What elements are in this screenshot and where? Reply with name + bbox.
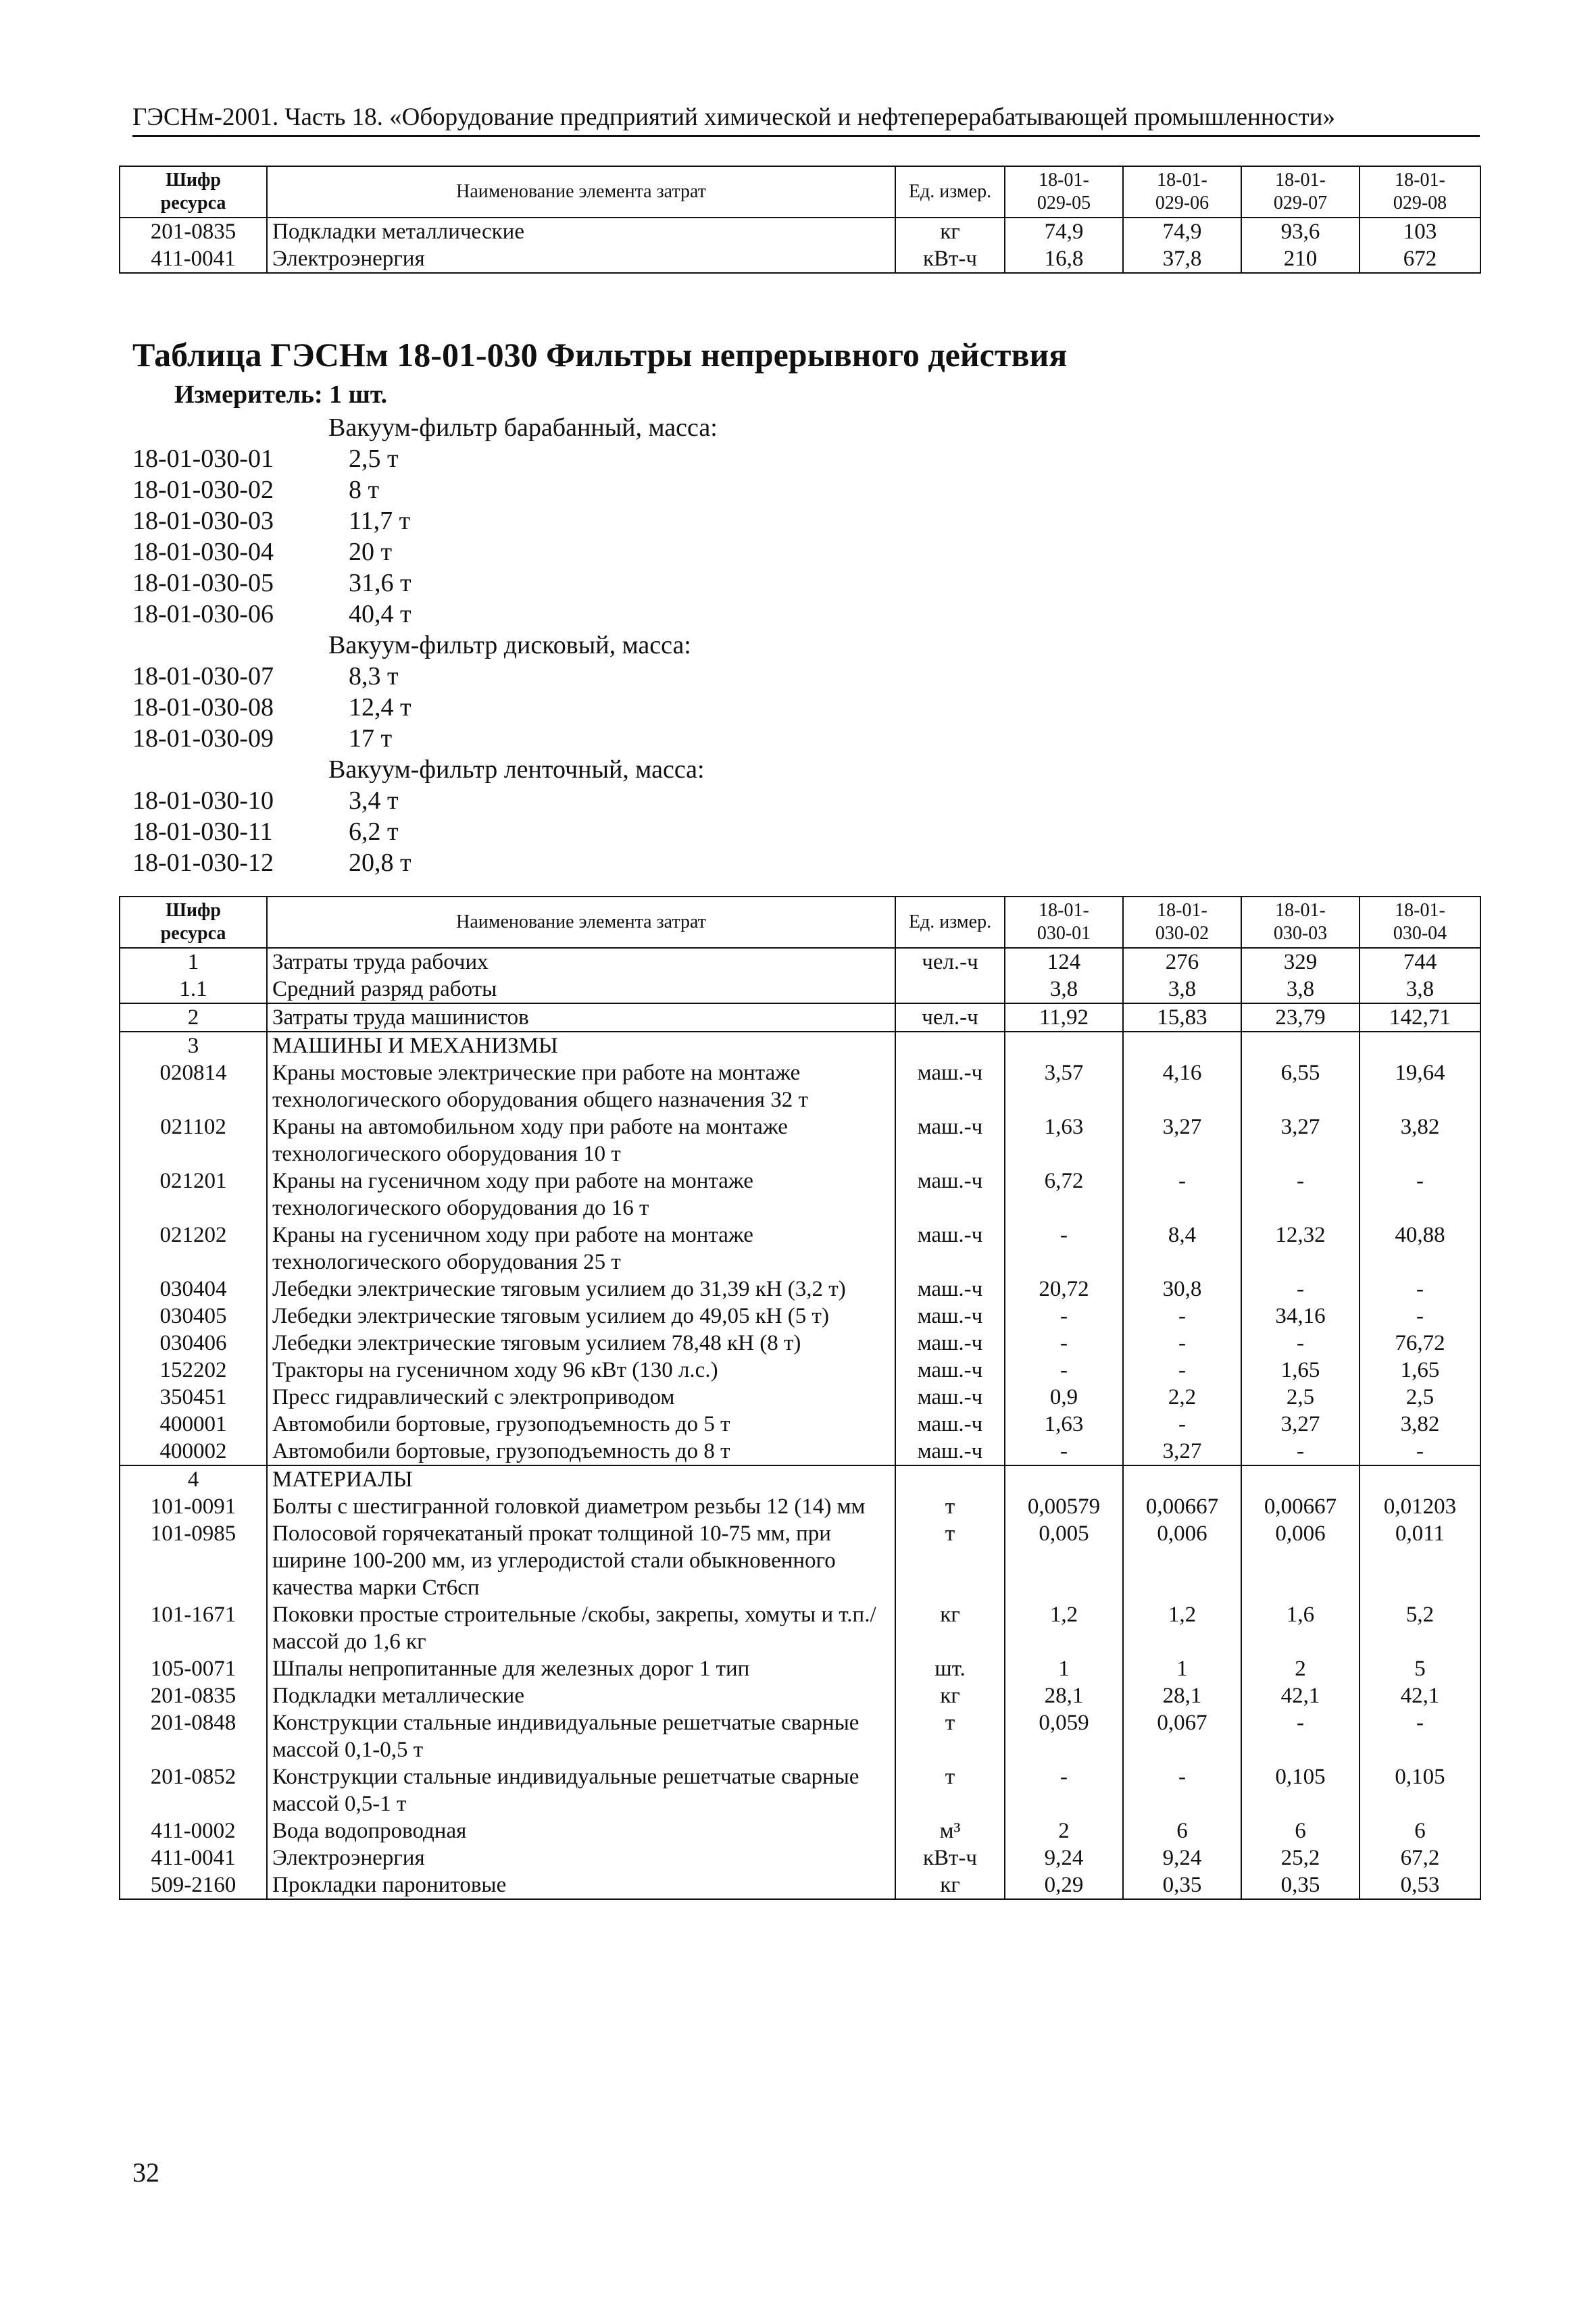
value-cell: 9,24 bbox=[1123, 1844, 1241, 1871]
value-cell: 4,16 bbox=[1123, 1059, 1241, 1113]
resource-code: 152202 bbox=[120, 1357, 267, 1384]
value-cell: 0,067 bbox=[1123, 1709, 1241, 1763]
table-row bbox=[120, 1709, 1480, 1763]
table-row bbox=[120, 1003, 1480, 1032]
value-cell: 6,72 bbox=[1005, 1167, 1123, 1222]
norm-mass: 31,6 т bbox=[349, 569, 412, 597]
unit-cell: т bbox=[895, 1763, 1005, 1817]
resource-code: 509-2160 bbox=[120, 1871, 267, 1899]
value-cell: 142,71 bbox=[1360, 1003, 1480, 1032]
variant-group-label: Вакуум-фильтр дисковый, масса: bbox=[328, 631, 691, 659]
value-cell: 6,55 bbox=[1241, 1059, 1360, 1113]
resource-code: 101-0091 bbox=[120, 1493, 267, 1520]
value-cell: 0,53 bbox=[1360, 1871, 1480, 1899]
value-cell: 1,65 bbox=[1241, 1357, 1360, 1384]
cost-element-name: Подкладки металлические bbox=[267, 1682, 895, 1709]
value-cell: - bbox=[1241, 1167, 1360, 1222]
value-cell: 3,82 bbox=[1360, 1411, 1480, 1438]
value-cell: 3,27 bbox=[1123, 1113, 1241, 1167]
cost-element-name: Электроэнергия bbox=[267, 1844, 895, 1871]
value-cell: - bbox=[1241, 1330, 1360, 1357]
resource-code: 201-0835 bbox=[120, 1682, 267, 1709]
norm-mass: 20 т bbox=[349, 538, 393, 566]
value-cell: 3,8 bbox=[1241, 976, 1360, 1003]
norm-mass: 6,2 т bbox=[349, 818, 399, 846]
norm-mass: 8 т bbox=[349, 476, 380, 504]
value-cell bbox=[1241, 1465, 1360, 1493]
value-cell: - bbox=[1241, 1438, 1360, 1465]
cost-element-name: Тракторы на гусеничном ходу 96 кВт (130 л.с.) bbox=[267, 1357, 895, 1384]
unit-cell: м³ bbox=[895, 1817, 1005, 1844]
resource-code: 201-0848 bbox=[120, 1709, 267, 1763]
value-cell: 1,6 bbox=[1241, 1601, 1360, 1655]
col-header-norm: 18-01- 029-08 bbox=[1360, 166, 1480, 218]
main-table bbox=[119, 896, 1481, 1900]
col-header-name: Наименование элемента затрат bbox=[267, 897, 895, 948]
table-row bbox=[120, 1871, 1480, 1899]
table-row bbox=[120, 948, 1480, 976]
resource-code: 020814 bbox=[120, 1059, 267, 1113]
unit-cell: кг bbox=[895, 1871, 1005, 1899]
cost-element-name: Краны мостовые электрические при работе на монтаже технологического оборудования общего назначения 32 т bbox=[267, 1059, 895, 1113]
value-cell: 30,8 bbox=[1123, 1276, 1241, 1303]
unit-cell: маш.-ч bbox=[895, 1167, 1005, 1222]
col-header-norm: 18-01- 030-03 bbox=[1241, 897, 1360, 948]
table-row bbox=[120, 245, 1480, 273]
value-cell: 11,92 bbox=[1005, 1003, 1123, 1032]
value-cell: 6 bbox=[1360, 1817, 1480, 1844]
unit-cell: маш.-ч bbox=[895, 1059, 1005, 1113]
unit-cell: маш.-ч bbox=[895, 1411, 1005, 1438]
resource-code: 2 bbox=[120, 1003, 267, 1032]
value-cell: 1,2 bbox=[1123, 1601, 1241, 1655]
unit-cell: чел.-ч bbox=[895, 1003, 1005, 1032]
value-cell: - bbox=[1360, 1303, 1480, 1330]
value-cell: 0,29 bbox=[1005, 1871, 1123, 1899]
norm-mass: 8,3 т bbox=[349, 662, 399, 690]
unit-cell: кВт-ч bbox=[895, 1844, 1005, 1871]
value-cell: 3,57 bbox=[1005, 1059, 1123, 1113]
norm-mass: 40,4 т bbox=[349, 600, 412, 628]
table-row bbox=[120, 1655, 1480, 1682]
resource-code: 021202 bbox=[120, 1222, 267, 1276]
value-cell bbox=[1360, 1032, 1480, 1059]
unit-cell bbox=[895, 1465, 1005, 1493]
value-cell: 1 bbox=[1123, 1655, 1241, 1682]
resource-code: 101-0985 bbox=[120, 1520, 267, 1601]
value-cell: 2 bbox=[1005, 1817, 1123, 1844]
resource-code: 400002 bbox=[120, 1438, 267, 1465]
value-cell: 1,65 bbox=[1360, 1357, 1480, 1384]
norm-code: 18-01-030-06 bbox=[132, 600, 274, 628]
col-header-norm: 18-01- 029-05 bbox=[1005, 166, 1123, 218]
value-cell: 74,9 bbox=[1123, 218, 1241, 245]
value-cell: - bbox=[1360, 1709, 1480, 1763]
value-cell: 0,105 bbox=[1241, 1763, 1360, 1817]
resource-code: 411-0041 bbox=[120, 245, 267, 273]
table-row bbox=[120, 1032, 1480, 1059]
unit-cell: маш.-ч bbox=[895, 1330, 1005, 1357]
value-cell: 40,88 bbox=[1360, 1222, 1480, 1276]
value-cell: 9,24 bbox=[1005, 1844, 1123, 1871]
value-cell: 0,105 bbox=[1360, 1763, 1480, 1817]
unit-cell: шт. bbox=[895, 1655, 1005, 1682]
table-row bbox=[120, 1601, 1480, 1655]
value-cell: 1 bbox=[1005, 1655, 1123, 1682]
value-cell: 76,72 bbox=[1360, 1330, 1480, 1357]
value-cell: 74,9 bbox=[1005, 218, 1123, 245]
value-cell: 1,63 bbox=[1005, 1113, 1123, 1167]
unit-cell: т bbox=[895, 1709, 1005, 1763]
cost-element-name: Подкладки металлические bbox=[267, 218, 895, 245]
value-cell: 0,005 bbox=[1005, 1520, 1123, 1601]
table-row bbox=[120, 1844, 1480, 1871]
value-cell: 0,00667 bbox=[1241, 1493, 1360, 1520]
variant-group-label: Вакуум-фильтр барабанный, масса: bbox=[328, 413, 718, 442]
unit-cell: маш.-ч bbox=[895, 1222, 1005, 1276]
col-header-unit: Ед. измер. bbox=[895, 897, 1005, 948]
value-cell: 20,72 bbox=[1005, 1276, 1123, 1303]
value-cell: 2,5 bbox=[1360, 1384, 1480, 1411]
value-cell: 5 bbox=[1360, 1655, 1480, 1682]
col-header-norm: 18-01- 029-07 bbox=[1241, 166, 1360, 218]
value-cell: 37,8 bbox=[1123, 245, 1241, 273]
resource-code: 3 bbox=[120, 1032, 267, 1059]
table-row bbox=[120, 1113, 1480, 1167]
top-table bbox=[119, 166, 1481, 274]
value-cell: - bbox=[1123, 1303, 1241, 1330]
value-cell: 0,006 bbox=[1241, 1520, 1360, 1601]
value-cell: 6 bbox=[1123, 1817, 1241, 1844]
value-cell: 3,27 bbox=[1241, 1113, 1360, 1167]
table-row bbox=[120, 218, 1480, 245]
resource-code: 030406 bbox=[120, 1330, 267, 1357]
value-cell: 3,8 bbox=[1360, 976, 1480, 1003]
value-cell: 329 bbox=[1241, 948, 1360, 976]
variant-group-label: Вакуум-фильтр ленточный, масса: bbox=[328, 755, 705, 784]
value-cell: 16,8 bbox=[1005, 245, 1123, 273]
cost-element-name: Средний разряд работы bbox=[267, 976, 895, 1003]
value-cell: - bbox=[1005, 1222, 1123, 1276]
value-cell bbox=[1005, 1032, 1123, 1059]
table-row bbox=[120, 1465, 1480, 1493]
value-cell: 3,8 bbox=[1005, 976, 1123, 1003]
table-row bbox=[120, 1763, 1480, 1817]
table-row bbox=[120, 1682, 1480, 1709]
norm-mass: 11,7 т bbox=[349, 507, 411, 535]
table-row bbox=[120, 1357, 1480, 1384]
resource-code: 105-0071 bbox=[120, 1655, 267, 1682]
value-cell: 28,1 bbox=[1123, 1682, 1241, 1709]
norm-code: 18-01-030-03 bbox=[132, 507, 274, 535]
cost-element-name: Болты с шестигранной головкой диаметром резьбы 12 (14) мм bbox=[267, 1493, 895, 1520]
value-cell: - bbox=[1005, 1438, 1123, 1465]
value-cell: 3,8 bbox=[1123, 976, 1241, 1003]
value-cell: 2,2 bbox=[1123, 1384, 1241, 1411]
table-row bbox=[120, 976, 1480, 1003]
resource-code: 101-1671 bbox=[120, 1601, 267, 1655]
page-number: 32 bbox=[132, 2157, 159, 2188]
value-cell: - bbox=[1360, 1276, 1480, 1303]
table-row bbox=[120, 1438, 1480, 1465]
table-row bbox=[120, 1167, 1480, 1222]
norm-code: 18-01-030-05 bbox=[132, 569, 274, 597]
norm-code: 18-01-030-02 bbox=[132, 476, 274, 504]
value-cell: 672 bbox=[1360, 245, 1480, 273]
norm-mass: 3,4 т bbox=[349, 786, 399, 815]
value-cell: 28,1 bbox=[1005, 1682, 1123, 1709]
value-cell: 0,01203 bbox=[1360, 1493, 1480, 1520]
cost-element-name: Автомобили бортовые, грузоподъемность до 5 т bbox=[267, 1411, 895, 1438]
table-row bbox=[120, 1411, 1480, 1438]
table-row bbox=[120, 1222, 1480, 1276]
value-cell: 3,82 bbox=[1360, 1113, 1480, 1167]
table-row bbox=[120, 1330, 1480, 1357]
norm-code: 18-01-030-12 bbox=[132, 849, 274, 877]
value-cell: 19,64 bbox=[1360, 1059, 1480, 1113]
value-cell: 0,059 bbox=[1005, 1709, 1123, 1763]
value-cell bbox=[1360, 1465, 1480, 1493]
col-header-code: Шифр ресурса bbox=[120, 897, 267, 948]
cost-element-name: Поковки простые строительные /скобы, закрепы, хомуты и т.п./ массой до 1,6 кг bbox=[267, 1601, 895, 1655]
cost-element-name: Затраты труда рабочих bbox=[267, 948, 895, 976]
value-cell: - bbox=[1005, 1357, 1123, 1384]
cost-element-name: Затраты труда машинистов bbox=[267, 1003, 895, 1032]
value-cell: 210 bbox=[1241, 245, 1360, 273]
value-cell: 0,35 bbox=[1123, 1871, 1241, 1899]
value-cell: 15,83 bbox=[1123, 1003, 1241, 1032]
value-cell bbox=[1123, 1465, 1241, 1493]
value-cell: 124 bbox=[1005, 948, 1123, 976]
value-cell: 2,5 bbox=[1241, 1384, 1360, 1411]
resource-code: 021201 bbox=[120, 1167, 267, 1222]
value-cell: 93,6 bbox=[1241, 218, 1360, 245]
unit-cell: т bbox=[895, 1493, 1005, 1520]
value-cell: 276 bbox=[1123, 948, 1241, 976]
value-cell: - bbox=[1123, 1763, 1241, 1817]
cost-element-name: МАШИНЫ И МЕХАНИЗМЫ bbox=[267, 1032, 895, 1059]
unit-cell: кг bbox=[895, 218, 1005, 245]
cost-element-name: Лебедки электрические тяговым усилием 78,48 кН (8 т) bbox=[267, 1330, 895, 1357]
resource-code: 400001 bbox=[120, 1411, 267, 1438]
resource-code: 030404 bbox=[120, 1276, 267, 1303]
cost-element-name: Краны на автомобильном ходу при работе на монтаже технологического оборудования 10 т bbox=[267, 1113, 895, 1167]
value-cell: - bbox=[1005, 1303, 1123, 1330]
unit-cell: т bbox=[895, 1520, 1005, 1601]
unit-cell: маш.-ч bbox=[895, 1438, 1005, 1465]
norm-code: 18-01-030-07 bbox=[132, 662, 274, 690]
value-cell: 1,63 bbox=[1005, 1411, 1123, 1438]
table-row bbox=[120, 1493, 1480, 1520]
resource-code: 201-0852 bbox=[120, 1763, 267, 1817]
cost-element-name: Краны на гусеничном ходу при работе на монтаже технологического оборудования 25 т bbox=[267, 1222, 895, 1276]
value-cell: - bbox=[1005, 1763, 1123, 1817]
unit-cell bbox=[895, 1032, 1005, 1059]
value-cell: 0,006 bbox=[1123, 1520, 1241, 1601]
value-cell: 12,32 bbox=[1241, 1222, 1360, 1276]
value-cell: 3,27 bbox=[1123, 1438, 1241, 1465]
value-cell: - bbox=[1123, 1167, 1241, 1222]
value-cell: - bbox=[1123, 1411, 1241, 1438]
cost-element-name: Вода водопроводная bbox=[267, 1817, 895, 1844]
unit-cell: маш.-ч bbox=[895, 1276, 1005, 1303]
value-cell: - bbox=[1005, 1330, 1123, 1357]
value-cell: 42,1 bbox=[1360, 1682, 1480, 1709]
unit-cell: маш.-ч bbox=[895, 1384, 1005, 1411]
value-cell: 2 bbox=[1241, 1655, 1360, 1682]
col-header-name: Наименование элемента затрат bbox=[267, 166, 895, 218]
col-header-unit: Ед. измер. bbox=[895, 166, 1005, 218]
cost-element-name: Лебедки электрические тяговым усилием до 31,39 кН (3,2 т) bbox=[267, 1276, 895, 1303]
col-header-norm: 18-01- 030-01 bbox=[1005, 897, 1123, 948]
cost-element-name: Краны на гусеничном ходу при работе на монтаже технологического оборудования до 16 т bbox=[267, 1167, 895, 1222]
value-cell: 0,00579 bbox=[1005, 1493, 1123, 1520]
resource-code: 030405 bbox=[120, 1303, 267, 1330]
cost-element-name: Лебедки электрические тяговым усилием до 49,05 кН (5 т) bbox=[267, 1303, 895, 1330]
value-cell: 744 bbox=[1360, 948, 1480, 976]
value-cell: 8,4 bbox=[1123, 1222, 1241, 1276]
value-cell: 6 bbox=[1241, 1817, 1360, 1844]
table-row bbox=[120, 1520, 1480, 1601]
cost-element-name: Электроэнергия bbox=[267, 245, 895, 273]
unit-cell: маш.-ч bbox=[895, 1303, 1005, 1330]
resource-code: 1 bbox=[120, 948, 267, 976]
resource-code: 1.1 bbox=[120, 976, 267, 1003]
norm-mass: 20,8 т bbox=[349, 849, 412, 877]
table-row bbox=[120, 1384, 1480, 1411]
unit-cell: кВт-ч bbox=[895, 245, 1005, 273]
norm-code: 18-01-030-04 bbox=[132, 538, 274, 566]
resource-code: 411-0041 bbox=[120, 1844, 267, 1871]
resource-code: 021102 bbox=[120, 1113, 267, 1167]
resource-code: 350451 bbox=[120, 1384, 267, 1411]
value-cell: 0,00667 bbox=[1123, 1493, 1241, 1520]
norm-code: 18-01-030-11 bbox=[132, 818, 273, 846]
norm-code: 18-01-030-09 bbox=[132, 724, 274, 753]
norm-code: 18-01-030-10 bbox=[132, 786, 274, 815]
table-row bbox=[120, 1303, 1480, 1330]
cost-element-name: Пресс гидравлический с электроприводом bbox=[267, 1384, 895, 1411]
resource-code: 411-0002 bbox=[120, 1817, 267, 1844]
value-cell: 67,2 bbox=[1360, 1844, 1480, 1871]
cost-element-name: Полосовой горячекатаный прокат толщиной 10-75 мм, при ширине 100-200 мм, из углеродистой стали обыкновенного качества марки Ст6сп bbox=[267, 1520, 895, 1601]
value-cell: - bbox=[1360, 1438, 1480, 1465]
unit-cell: маш.-ч bbox=[895, 1113, 1005, 1167]
value-cell: 0,011 bbox=[1360, 1520, 1480, 1601]
col-header-code: Шифр ресурса bbox=[120, 166, 267, 218]
norm-mass: 2,5 т bbox=[349, 445, 399, 473]
norm-code: 18-01-030-01 bbox=[132, 445, 274, 473]
cost-element-name: Автомобили бортовые, грузоподъемность до 8 т bbox=[267, 1438, 895, 1465]
value-cell: - bbox=[1241, 1709, 1360, 1763]
norm-code: 18-01-030-08 bbox=[132, 693, 274, 722]
value-cell: 1,2 bbox=[1005, 1601, 1123, 1655]
value-cell bbox=[1241, 1032, 1360, 1059]
value-cell: 34,16 bbox=[1241, 1303, 1360, 1330]
value-cell: 23,79 bbox=[1241, 1003, 1360, 1032]
cost-element-name: МАТЕРИАЛЫ bbox=[267, 1465, 895, 1493]
value-cell: 5,2 bbox=[1360, 1601, 1480, 1655]
resource-code: 201-0835 bbox=[120, 218, 267, 245]
unit-cell: кг bbox=[895, 1601, 1005, 1655]
table-row bbox=[120, 1059, 1480, 1113]
cost-element-name: Прокладки паронитовые bbox=[267, 1871, 895, 1899]
value-cell: 42,1 bbox=[1241, 1682, 1360, 1709]
value-cell bbox=[1005, 1465, 1123, 1493]
value-cell: - bbox=[1123, 1357, 1241, 1384]
value-cell: 103 bbox=[1360, 218, 1480, 245]
value-cell: - bbox=[1241, 1276, 1360, 1303]
unit-cell: маш.-ч bbox=[895, 1357, 1005, 1384]
norm-mass: 12,4 т bbox=[349, 693, 412, 722]
table-title: Таблица ГЭСНм 18-01-030 Фильтры непрерывного действия bbox=[132, 336, 1068, 374]
table-row bbox=[120, 1817, 1480, 1844]
unit-cell bbox=[895, 976, 1005, 1003]
cost-element-name: Конструкции стальные индивидуальные решетчатые сварные массой 0,5-1 т bbox=[267, 1763, 895, 1817]
value-cell: 25,2 bbox=[1241, 1844, 1360, 1871]
table-row bbox=[120, 1276, 1480, 1303]
value-cell: - bbox=[1360, 1167, 1480, 1222]
value-cell bbox=[1123, 1032, 1241, 1059]
unit-cell: чел.-ч bbox=[895, 948, 1005, 976]
norm-mass: 17 т bbox=[349, 724, 393, 753]
value-cell: - bbox=[1123, 1330, 1241, 1357]
resource-code: 4 bbox=[120, 1465, 267, 1493]
value-cell: 3,27 bbox=[1241, 1411, 1360, 1438]
value-cell: 0,35 bbox=[1241, 1871, 1360, 1899]
col-header-norm: 18-01- 030-04 bbox=[1360, 897, 1480, 948]
cost-element-name: Конструкции стальные индивидуальные решетчатые сварные массой 0,1-0,5 т bbox=[267, 1709, 895, 1763]
col-header-norm: 18-01- 030-02 bbox=[1123, 897, 1241, 948]
col-header-norm: 18-01- 029-06 bbox=[1123, 166, 1241, 218]
value-cell: 0,9 bbox=[1005, 1384, 1123, 1411]
cost-element-name: Шпалы непропитанные для железных дорог 1 тип bbox=[267, 1655, 895, 1682]
page-header: ГЭСНм-2001. Часть 18. «Оборудование предприятий химической и нефтеперерабатывающей промышленности» bbox=[132, 103, 1480, 137]
unit-cell: кг bbox=[895, 1682, 1005, 1709]
meter-label: Измеритель: 1 шт. bbox=[174, 380, 388, 409]
